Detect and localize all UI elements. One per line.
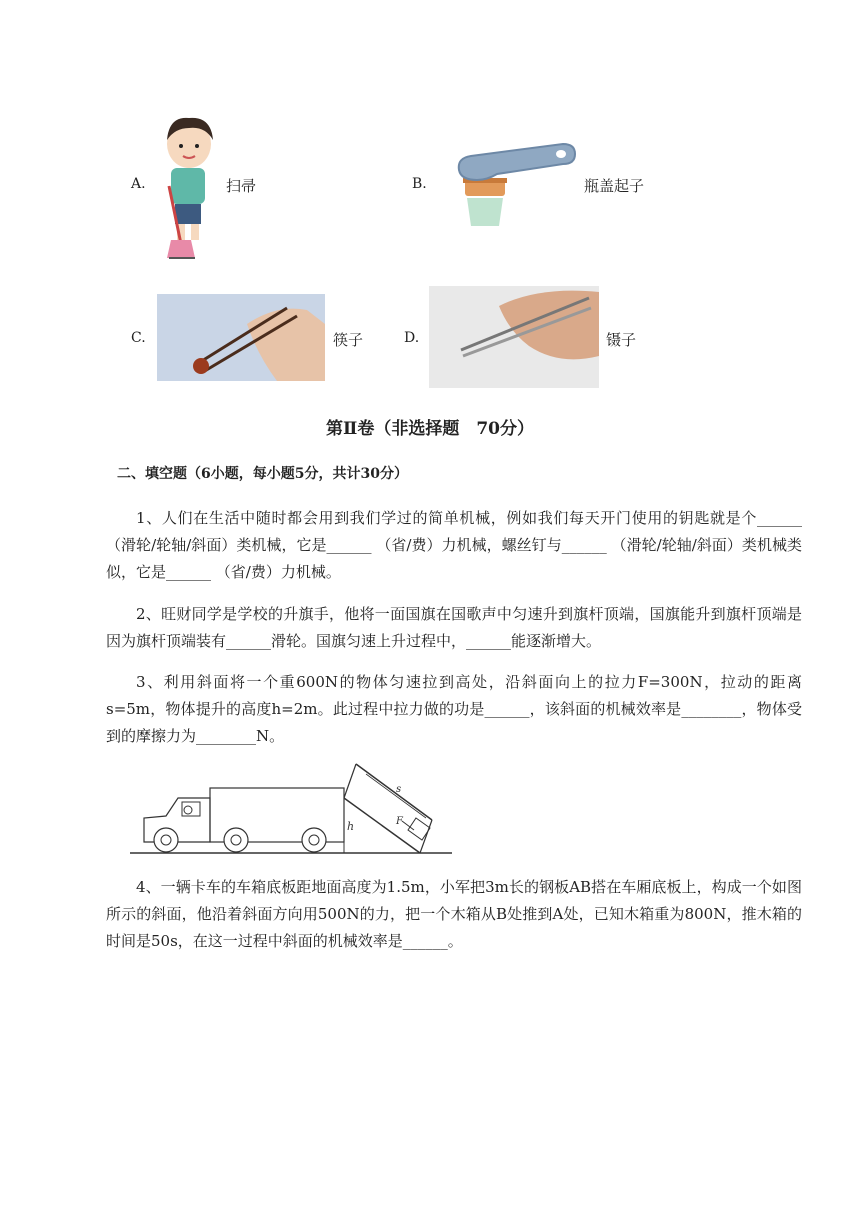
label-h: h (347, 820, 355, 833)
option-a-letter: A. (131, 176, 146, 192)
option-c-label: 筷子 (333, 331, 364, 349)
label-s: s (396, 784, 402, 795)
truck-ramp-figure (130, 760, 460, 860)
question-3: 3、利用斜面将一个重600N的物体匀速拉到高处，沿斜面向上的拉力F=300N，拉动的距离s=5m，物体提升的高度h=2m。此过程中拉力做的功是______，该斜面的机械效率是________，物体受到的摩擦力为________N。 (106, 673, 802, 745)
question-4: 4、一辆卡车的车箱底板距地面高度为1.5m，小军把3m长的钢板AB搭在车厢底板上，构成一个如图所示的斜面，他沿着斜面方向用500N的力，把一个木箱从B处推到A处，已知木箱重为800N，推木箱的时间是50s，在这一过程中斜面的机械效率是______。 (106, 878, 802, 950)
option-b-label: 瓶盖起子 (584, 177, 645, 195)
bottle-opener-image (437, 140, 577, 226)
option-b-letter: B. (412, 176, 427, 192)
option-d-label: 镊子 (606, 331, 637, 349)
question-1: 1、人们在生活中随时都会用到我们学过的简单机械，例如我们每天开门使用的钥匙就是个______（滑轮/轮轴/斜面）类机械，它是______ （省/费）力机械，螺丝钉与______ （滑轮/轮轴/斜面）类机械类似，它是______ （省/费）力机械。 (106, 509, 802, 581)
option-d-letter: D. (404, 330, 420, 346)
broom-boy-image (155, 106, 221, 262)
section-title: 第Ⅱ卷（非选择题 70分） (326, 419, 534, 439)
tweezers-image (429, 286, 599, 388)
chopsticks-image (157, 294, 325, 381)
part-title: 二、填空题（6小题，每小题5分，共计30分） (117, 466, 408, 482)
label-f: F (396, 816, 403, 827)
option-c-letter: C. (131, 330, 146, 346)
question-2: 2、旺财同学是学校的升旗手，他将一面国旗在国歌声中匀速升到旗杆顶端，国旗能升到旗杆顶端是因为旗杆顶端装有______滑轮。国旗匀速上升过程中，______能逐渐增大。 (106, 605, 802, 650)
option-a-label: 扫帚 (226, 177, 257, 195)
